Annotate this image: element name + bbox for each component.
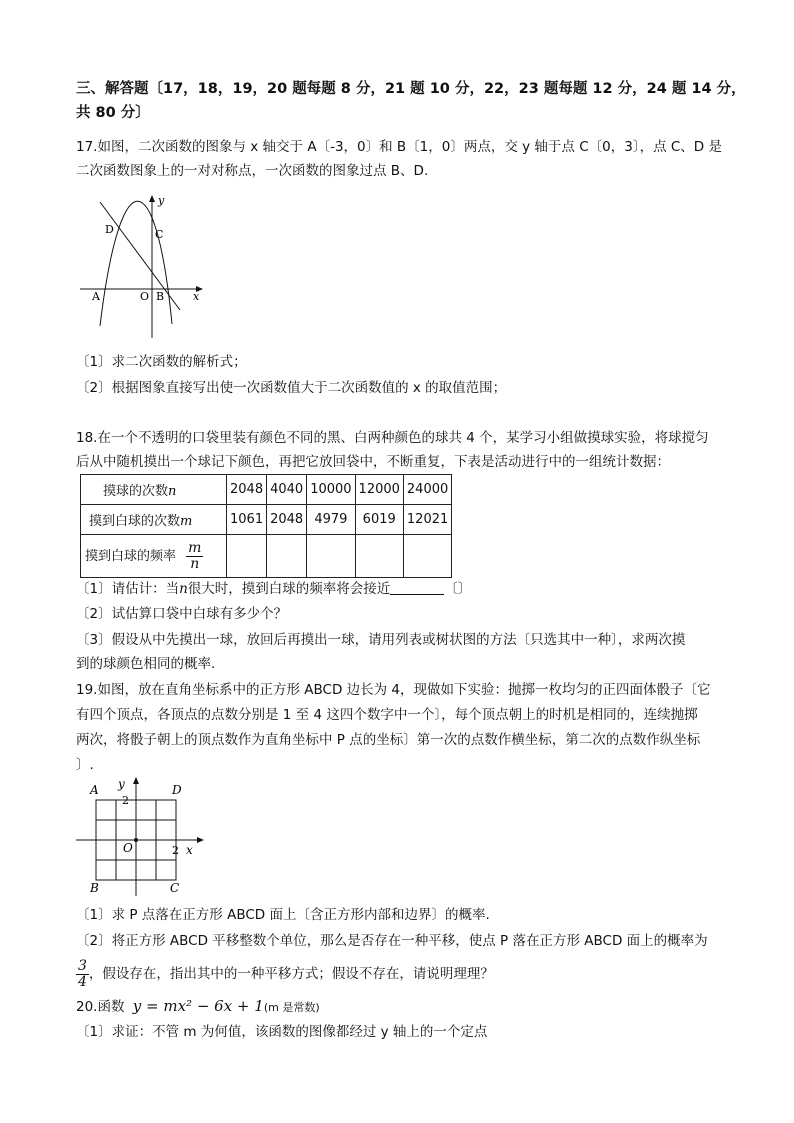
q19-stem-line1: 19.如图，放在直角坐标系中的正方形 ABCD 边长为 4，现做如下实验：抛掷一枚均匀的正四面体骰子〔它 bbox=[76, 682, 711, 698]
q19-label-b: B bbox=[90, 881, 99, 895]
section-heading-line2: 共 80 分〕 bbox=[76, 105, 150, 121]
q17-y-axis-arrow-icon bbox=[149, 195, 155, 202]
q17-label-c: C bbox=[155, 228, 164, 241]
q19-label-c: C bbox=[170, 881, 180, 895]
q18-part3-line1: 〔3〕假设从中先摸出一球，放回后再摸出一球，请用列表或树状图的方法〔只选其中一种〕，求两次摸 bbox=[76, 632, 686, 648]
q18-row3-label: 摸到白球的频率 bbox=[85, 548, 177, 564]
table-cell bbox=[81, 475, 227, 505]
table-row bbox=[81, 475, 452, 505]
q18-row3-frac-num: m bbox=[188, 539, 202, 556]
table-row bbox=[81, 535, 452, 578]
q18-row2-var: m bbox=[180, 514, 193, 529]
table-cell bbox=[267, 535, 307, 578]
q18-part2: 〔2〕试估算口袋中白球有多少个？ bbox=[76, 606, 288, 622]
q18-part1-c: 〔〕 bbox=[444, 581, 472, 597]
q19-x-axis-arrow-icon bbox=[197, 837, 204, 843]
q18-row1-label: 摸球的次数 bbox=[103, 484, 169, 499]
q17-parabola-curve bbox=[100, 201, 172, 326]
q19-label-tick-x: 2 bbox=[172, 844, 179, 857]
q19-label-o: O bbox=[123, 841, 133, 855]
q20-stem bbox=[76, 996, 320, 1018]
table-cell bbox=[307, 535, 355, 578]
table-row bbox=[81, 505, 452, 535]
q20-suffix: (m 是常数) bbox=[263, 1001, 320, 1014]
q19-part2-line1: 〔2〕将正方形 ABCD 平移整数个单位，那么是否存在一种平移，使点 P 落在正方形 ABCD 面上的概率为 bbox=[76, 933, 708, 949]
table-cell: 1061 bbox=[227, 505, 267, 535]
q19-label-x: x bbox=[186, 843, 193, 857]
q18-statistics-table bbox=[80, 474, 452, 578]
q17-label-b: B bbox=[156, 290, 165, 303]
q20-prefix: 20.函数 bbox=[76, 999, 125, 1015]
table-cell: 2048 bbox=[267, 505, 307, 535]
q17-label-o: O bbox=[140, 290, 150, 303]
q17-stem-line1: 17.如图，二次函数的图象与 x 轴交于 A〔-3，0〕和 B〔1，0〕两点，交 y 轴于点 C〔0，3〕，点 C、D 是 bbox=[76, 139, 722, 155]
table-cell: 4979 bbox=[307, 505, 355, 535]
q19-part2-line2: ，假设存在，指出其中的一种平移方式；假设不存在，请说明理理？ bbox=[88, 966, 494, 982]
table-cell: 12000 bbox=[355, 475, 403, 505]
q18-part1-a: 〔1〕请估计：当 bbox=[76, 581, 180, 597]
q17-part1: 〔1〕求二次函数的解析式； bbox=[76, 354, 247, 370]
q19-y-axis-arrow-icon bbox=[133, 777, 139, 784]
q18-row3-fraction bbox=[186, 541, 203, 572]
q19-label-y: y bbox=[118, 777, 125, 791]
q18-row1-var: n bbox=[168, 484, 177, 499]
table-cell bbox=[355, 535, 403, 578]
table-cell bbox=[81, 505, 227, 535]
q19-stem-line3: 两次，将骰子朝上的顶点数作为直角坐标中 P 点的坐标〕第一次的点数作横坐标，第二次的点数作纵坐标 bbox=[76, 732, 701, 748]
q19-label-tick-y: 2 bbox=[122, 794, 129, 807]
q18-part1 bbox=[76, 579, 471, 599]
q19-fraction bbox=[76, 959, 89, 990]
q20-part1: 〔1〕求证：不管 m 为何值，该函数的图像都经过 y 轴上的一个定点 bbox=[76, 1024, 488, 1040]
table-cell: 24000 bbox=[403, 475, 451, 505]
table-cell bbox=[81, 535, 227, 578]
table-cell: 10000 bbox=[307, 475, 355, 505]
table-cell: 2048 bbox=[227, 475, 267, 505]
q17-label-d: D bbox=[105, 223, 114, 236]
q18-part1-var: n bbox=[179, 581, 188, 597]
q19-label-d: D bbox=[172, 783, 182, 797]
q18-stem-line1: 18.在一个不透明的口袋里装有颜色不同的黑、白两种颜色的球共 4 个，某学习小组做摸球实验，将球搅匀 bbox=[76, 430, 709, 446]
q19-stem-line2: 有四个顶点，各顶点的点数分别是 1 至 4 这四个数字中一个〕，每个顶点朝上的时机是相同的，连续抛掷 bbox=[76, 707, 698, 723]
q19-frac-den: 4 bbox=[78, 973, 87, 990]
q17-label-a: A bbox=[92, 290, 100, 303]
q18-part1-b: 很大时，摸到白球的频率将会接近 bbox=[187, 581, 391, 597]
q18-stem-line2: 后从中随机摸出一个球记下颜色，再把它放回袋中，不断重复，下表是活动进行中的一组统计数据： bbox=[76, 454, 670, 470]
q19-part2-line2-wrap bbox=[76, 957, 494, 991]
q17-part2: 〔2〕根据图象直接写出使一次函数值大于二次函数值的 x 的取值范围； bbox=[76, 380, 507, 396]
q19-frac-num: 3 bbox=[78, 957, 87, 974]
table-cell bbox=[403, 535, 451, 578]
table-cell: 12021 bbox=[403, 505, 451, 535]
q17-label-x: x bbox=[193, 290, 200, 303]
table-cell bbox=[227, 535, 267, 578]
q19-label-a: A bbox=[90, 783, 99, 797]
q18-row3-frac-den: n bbox=[190, 555, 200, 572]
q19-stem-line4: 〕. bbox=[76, 757, 94, 773]
q18-answer-blank bbox=[390, 581, 444, 595]
q19-origin-dot bbox=[134, 838, 138, 842]
q17-stem-line2: 二次函数图象上的一对对称点，一次函数的图象过点 B、D. bbox=[76, 163, 429, 179]
q17-label-y: y bbox=[158, 194, 165, 207]
q18-row2-label: 摸到白球的次数 bbox=[89, 514, 181, 529]
table-cell: 6019 bbox=[355, 505, 403, 535]
q17-parabola-figure bbox=[76, 190, 211, 342]
q20-formula: y = mx² − 6x + 1 bbox=[132, 997, 264, 1015]
q18-part3-line2: 到的球颜色相同的概率. bbox=[76, 656, 216, 672]
table-cell: 4040 bbox=[267, 475, 307, 505]
q19-part1: 〔1〕求 P 点落在正方形 ABCD 面上〔含正方形内部和边界〕的概率. bbox=[76, 907, 490, 923]
q19-grid-figure bbox=[74, 776, 212, 898]
section-heading-line1: 三、解答题〔17，18，19，20 题每题 8 分，21 题 10 分，22，23 题每题 12 分，24 题 14 分， bbox=[76, 81, 746, 97]
